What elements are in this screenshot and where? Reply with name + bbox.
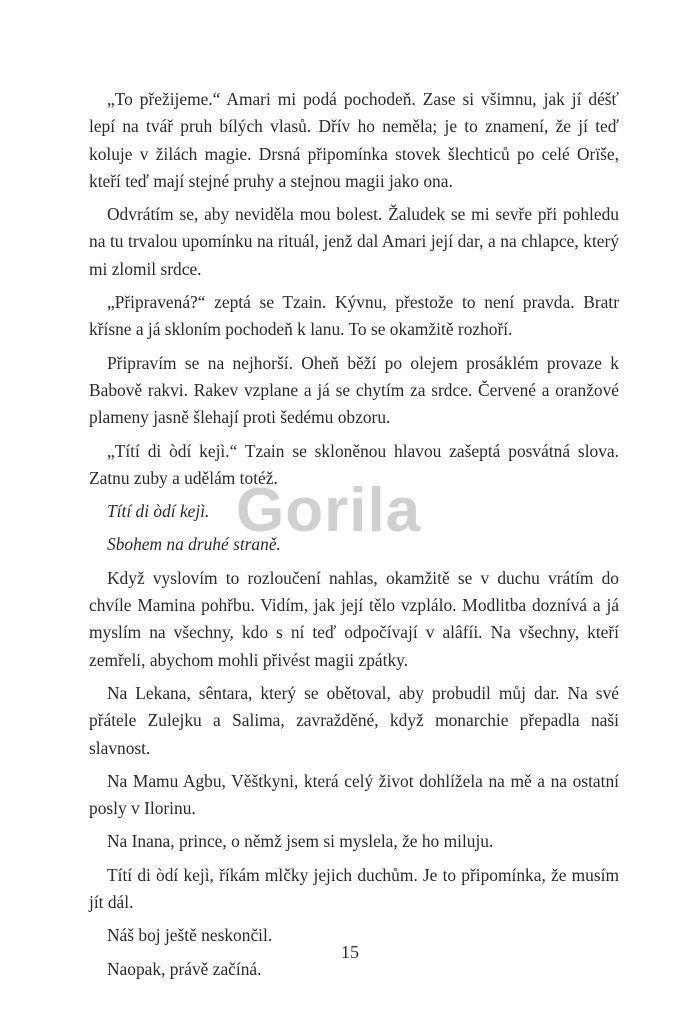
paragraph-8: Když vyslovím to rozloučení nahlas, okamžitě se v duchu vrátím do chvíle Mamina pohřbu. Vidím, jak její tělo vzplálo. Modlitba doznívá a já myslím na všechny, kdo s ní teď odpočívají v alâfíi. Na všechny, kteří zemřeli, abychom mohli přivést magii zpátky. xyxy=(89,567,619,670)
book-page-text xyxy=(89,86,619,989)
paragraph-6-italic xyxy=(89,498,619,525)
paragraph-1: „To přežijeme.“ Amari mi podá pochodeň. Zase si všimnu, jak jí déšť lepí na tvář pruh bílých vlasů. Dřív ho neměla; je to znamení, že jí teď koluje v žilách magie. Drsná připomínka stovek šlechticů po celé Orïše, kteří teď mají stejné pruhy a stejnou magii jako ona. xyxy=(89,89,619,191)
paragraph-3: „Připravená?“ zeptá se Tzain. Kývnu, přestože to není pravda. Bratr křísne a já skloním pochodeň k lanu. To se okamžitě rozhoří. xyxy=(89,292,619,340)
paragraph-13: Náš boj ještě neskončil. xyxy=(107,925,273,946)
paragraph-5: „Títí di òdí kejì.“ Tzain se skloněnou hlavou zašeptá posvátná slova. Zatnu zuby a udělám totéž. xyxy=(89,440,619,488)
paragraph-10: Na Mamu Agbu, Věštkyni, která celý život dohlížela na mě a na ostatní posly v Ilorinu. xyxy=(89,770,619,819)
italic-text: Sbohem na druhé straně. xyxy=(107,534,281,555)
paragraph-7-italic xyxy=(89,531,619,558)
paragraph-2: Odvrátím se, aby neviděla mou bolest. Žaludek se mi sevře při pohledu na tu trvalou upomínku na rituál, jenž dal Amari její dar, a na chlapce, který mi zlomil srdce. xyxy=(89,204,619,279)
paragraph-14: Naopak, právě začíná. xyxy=(107,958,262,979)
paragraph-12: Títí di òdí kejì, říkám mlčky jejich duchům. Je to připomínka, že musím jít dál. xyxy=(89,864,619,913)
italic-text: Títí di òdí kejì. xyxy=(107,501,210,522)
page-number: 15 xyxy=(341,942,359,962)
paragraph-11: Na Inana, prince, o němž jsem si myslela, že ho miluju. xyxy=(107,831,494,852)
publisher-watermark: Gorila xyxy=(236,476,422,545)
paragraph-9: Na Lekana, sêntara, který se obětoval, aby probudil můj dar. Na své přátele Zulejku a Salima, zavražděné, když monarchie přepadla naši slavnost. xyxy=(89,682,619,758)
paragraph-4: Připravím se na nejhorší. Oheň běží po olejem prosáklém provaze k Babově rakvi. Rakev vzplane a já se chytím za srdce. Červené a oranžové plameny jasně šlehají proti šedému obzoru. xyxy=(89,352,619,428)
